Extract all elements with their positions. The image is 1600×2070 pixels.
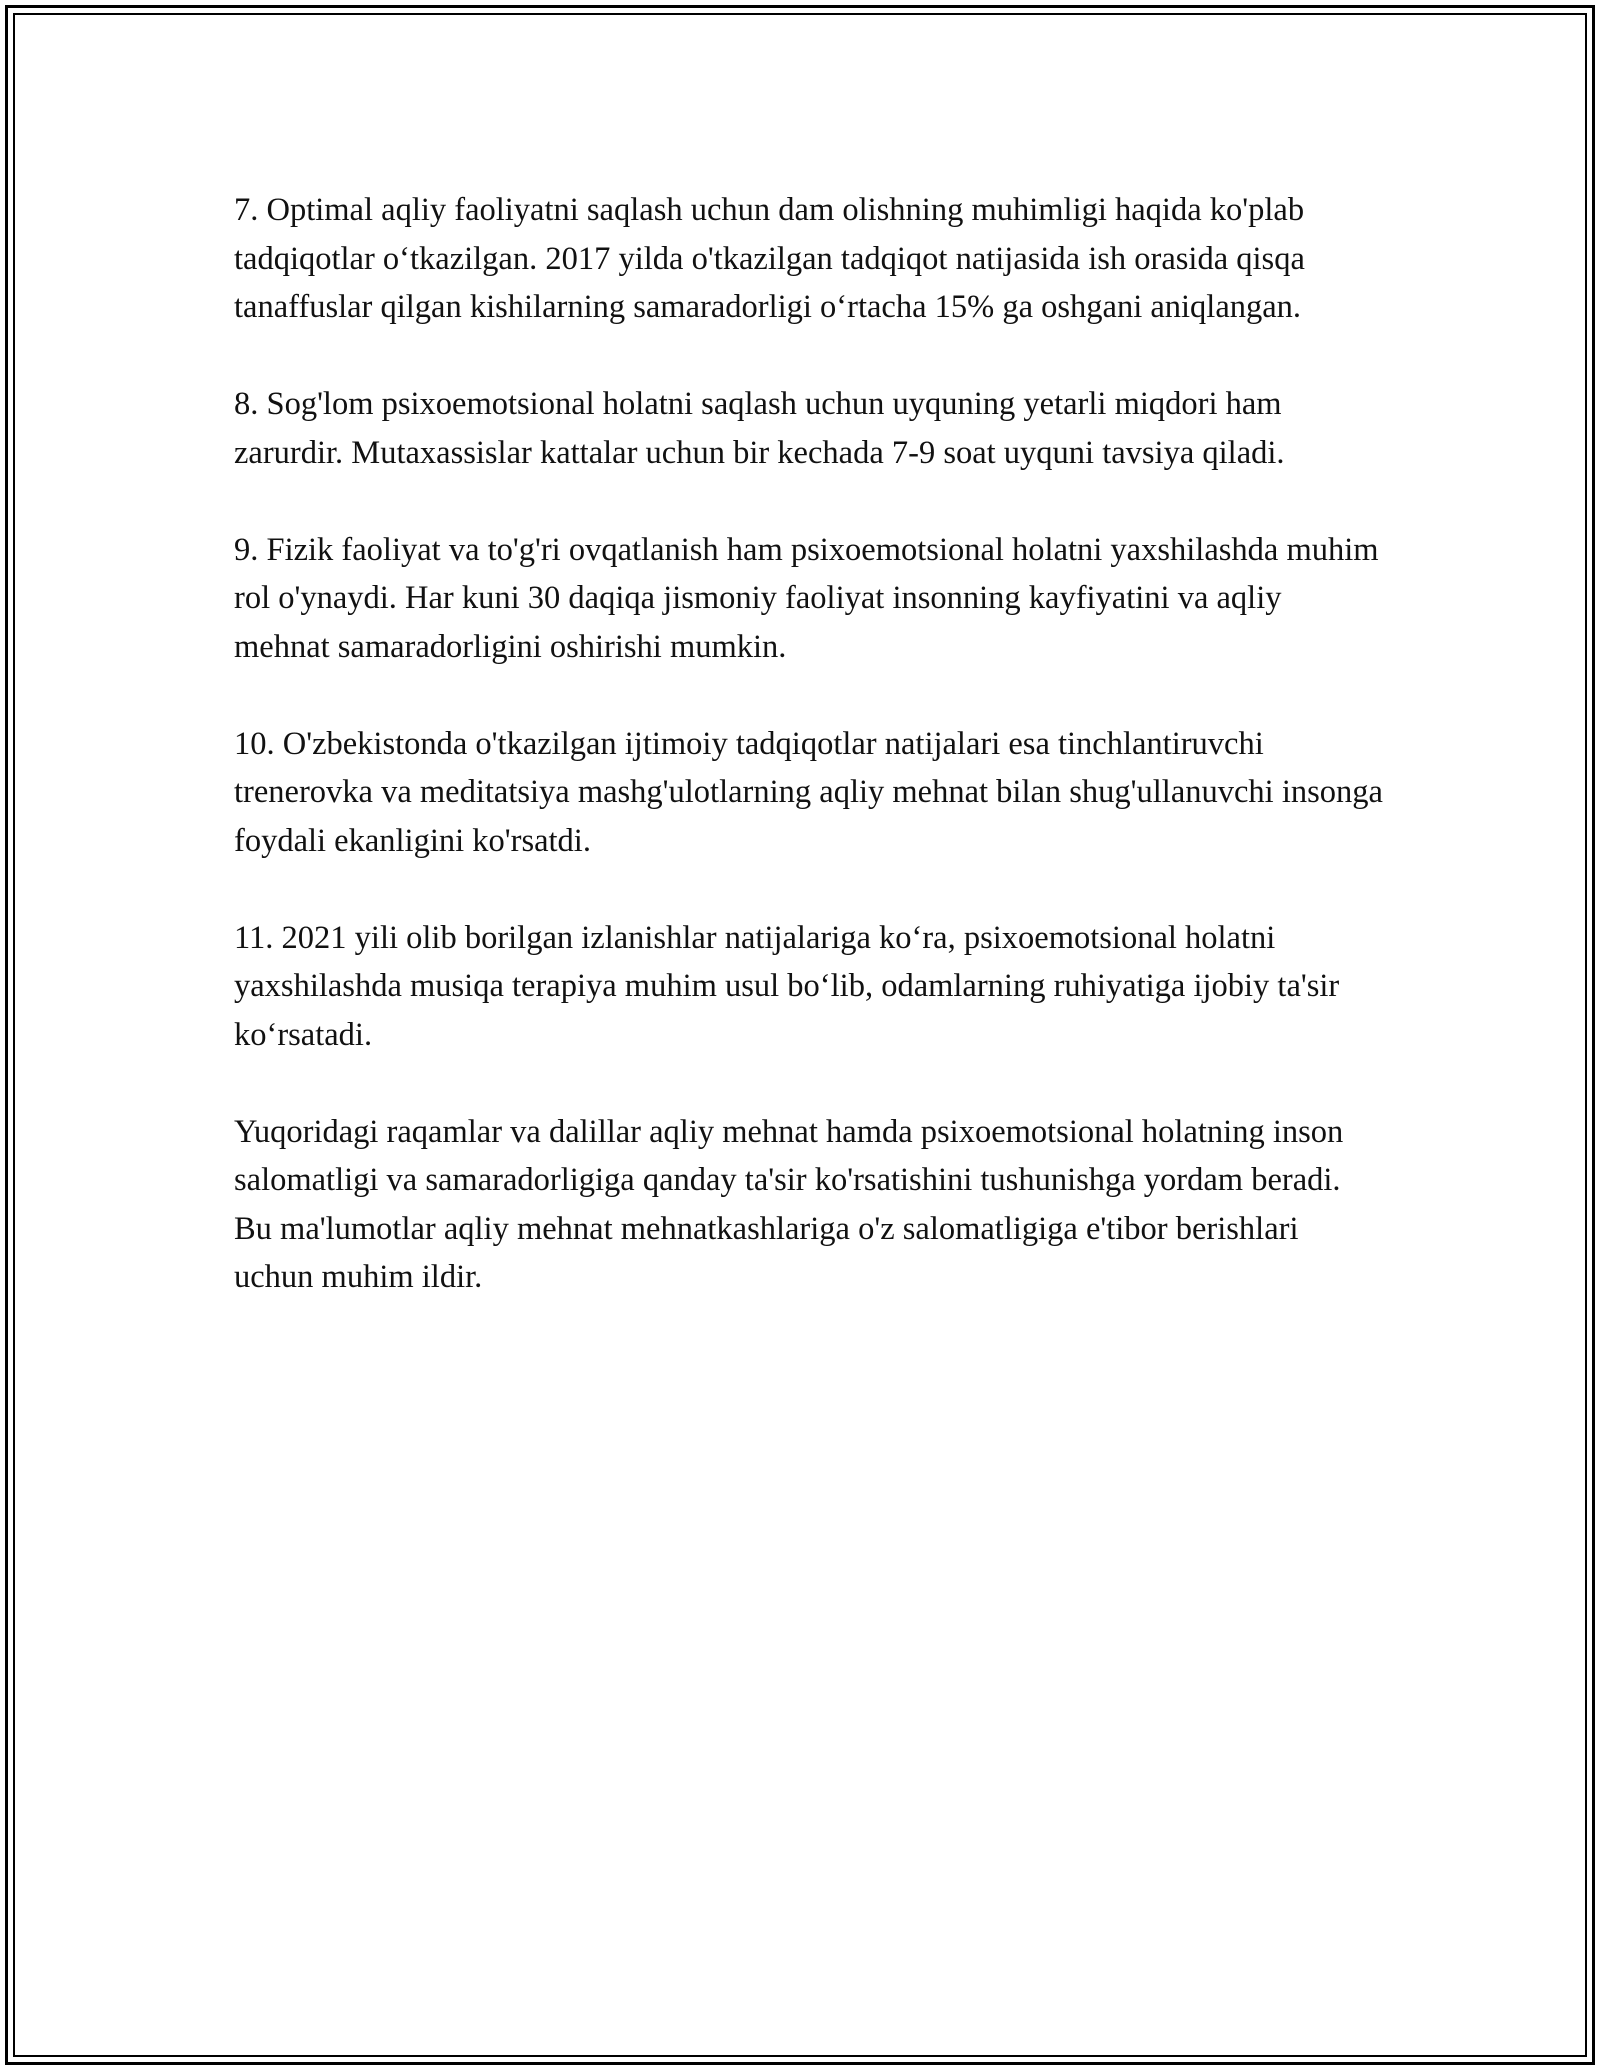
document-body <box>234 186 1384 1350</box>
paragraph-10: 10. O'zbekistonda o'tkazilgan ijtimoiy tadqiqotlar natijalari esa tinchlantiruvchi trenerovka va meditatsiya mashg'ulotlarning aqliy mehnat bilan shug'ullanuvchi insonga foydali ekanligini ko'rsatdi. <box>234 725 1383 859</box>
paragraph-11: 11. 2021 yili olib borilgan izlanishlar natijalariga ko‘ra, psixoemotsional holatni yaxshilashda musiqa terapiya muhim usul bo‘lib, odamlarning ruhiyatiga ijobiy ta'sir ko‘rsatadi. <box>234 919 1340 1053</box>
paragraph-conclusion: Yuqoridagi raqamlar va dalillar aqliy mehnat hamda psixoemotsional holatning inson salomatligi va samaradorligiga qanday ta'sir ko'rsatishini tushunishga yordam beradi. Bu ma'lumotlar aqliy mehnat mehnatkashlariga o'z salomatligiga e'tibor berishlari uchun muhim ildir. <box>234 1113 1344 1295</box>
paragraph-7: 7. Optimal aqliy faoliyatni saqlash uchun dam olishning muhimligi haqida ko'plab tadqiqotlar o‘tkazilgan. 2017 yilda o'tkazilgan tadqiqot natijasida ish orasida qisqa tanaffuslar qilgan kishilarning samaradorligi o‘rtacha 15% ga oshgani aniqlangan. <box>234 192 1305 325</box>
paragraph-8: 8. Sog'lom psixoemotsional holatni saqlash uchun uyquning yetarli miqdori ham zarurdir. Mutaxassislar kattalar uchun bir kechada 7-9 soat uyquni tavsiya qiladi. <box>234 386 1285 471</box>
paragraph-9: 9. Fizik faoliyat va to'g'ri ovqatlanish ham psixoemotsional holatni yaxshilashda muhim rol o'ynaydi. Har kuni 30 daqiqa jismoniy faoliyat insonning kayfiyatini va aqliy mehnat samaradorligini oshirishi mumkin. <box>234 531 1379 665</box>
